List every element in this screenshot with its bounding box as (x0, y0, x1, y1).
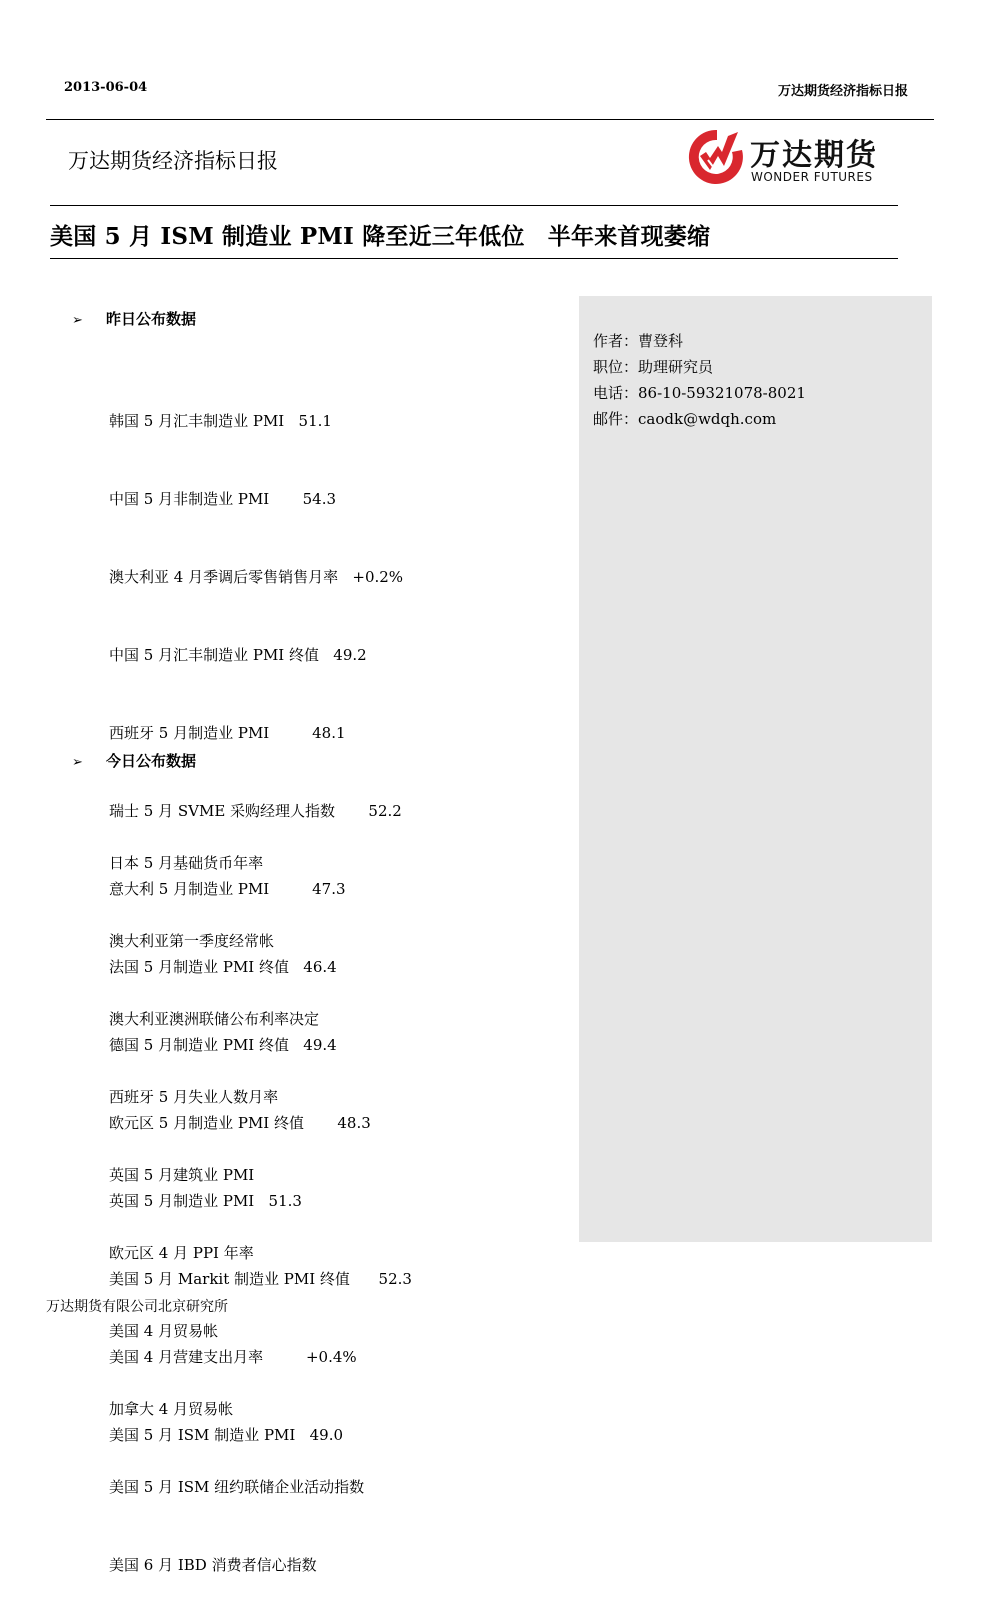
title-rule-top (50, 205, 898, 206)
section-yesterday-label: 昨日公布数据 (106, 310, 197, 328)
list-item: 意大利 5 月制造业 PMI 47.3 (109, 880, 346, 898)
headline: 美国 5 月 ISM 制造业 PMI 降至近三年低位 半年来首现萎缩 (50, 223, 711, 250)
list-item: 美国 5 月 ISM 纽约联储企业活动指数 (109, 1478, 365, 1496)
author-position: 职位：助理研究员 (593, 358, 714, 376)
list-item: 英国 5 月建筑业 PMI (109, 1166, 255, 1184)
title-rule-bottom (50, 258, 898, 259)
list-item: 欧元区 4 月 PPI 年率 (109, 1244, 254, 1262)
section-today-heading (72, 750, 196, 771)
header-rule (46, 119, 934, 120)
logo-english-name: WONDER FUTURES (751, 170, 873, 184)
list-item: 澳大利亚第一季度经常帐 (109, 932, 275, 950)
list-item: 澳大利亚 4 月季调后零售销售月率 +0.2% (109, 568, 404, 586)
company-logo (688, 126, 898, 190)
list-item: 欧元区 5 月制造业 PMI 终值 48.3 (109, 1114, 371, 1132)
list-item: 法国 5 月制造业 PMI 终值 46.4 (109, 958, 337, 976)
list-item: 韩国 5 月汇丰制造业 PMI 51.1 (109, 412, 332, 430)
today-data-list (109, 798, 364, 1604)
section-today-label: 今日公布数据 (106, 752, 197, 770)
list-item: 西班牙 5 月制造业 PMI 48.1 (109, 724, 346, 742)
list-item: 德国 5 月制造业 PMI 终值 49.4 (109, 1036, 337, 1054)
author-name: 作者：曹登科 (593, 332, 684, 350)
list-item: 美国 4 月营建支出月率 +0.4% (109, 1348, 357, 1366)
list-item: 美国 4 月贸易帐 (109, 1322, 219, 1340)
list-item: 英国 5 月制造业 PMI 51.3 (109, 1192, 302, 1210)
list-item: 中国 5 月汇丰制造业 PMI 终值 49.2 (109, 646, 367, 664)
footer-institution: 万达期货有限公司北京研究所 (46, 1299, 228, 1315)
list-item: 美国 5 月 ISM 制造业 PMI 49.0 (109, 1426, 344, 1444)
header-report-title: 万达期货经济指标日报 (777, 84, 908, 99)
author-sidebar (579, 296, 932, 1242)
list-item: 西班牙 5 月失业人数月率 (109, 1088, 279, 1106)
header-date: 2013-06-04 (64, 80, 148, 95)
arrow-bullet-icon: ➢ (72, 313, 83, 328)
list-item: 中国 5 月非制造业 PMI 54.3 (109, 490, 337, 508)
report-name: 万达期货经济指标日报 (68, 149, 278, 173)
logo-chinese-name: 万达期货 (750, 138, 878, 173)
author-info (593, 328, 806, 432)
arrow-bullet-icon: ➢ (72, 755, 83, 770)
author-phone: 电话：86-10-59321078-8021 (593, 384, 806, 402)
list-item: 美国 6 月 IBD 消费者信心指数 (109, 1556, 317, 1574)
list-item: 日本 5 月基础货币年率 (109, 854, 264, 872)
section-yesterday-heading (72, 308, 196, 329)
list-item: 瑞士 5 月 SVME 采购经理人指数 52.2 (109, 802, 402, 820)
author-email: 邮件：caodk@wdqh.com (593, 410, 777, 428)
logo-mark-icon (688, 126, 746, 188)
list-item: 美国 5 月 Markit 制造业 PMI 终值 52.3 (109, 1270, 412, 1288)
list-item: 澳大利亚澳洲联储公布利率决定 (109, 1010, 320, 1028)
list-item: 加拿大 4 月贸易帐 (109, 1400, 234, 1418)
